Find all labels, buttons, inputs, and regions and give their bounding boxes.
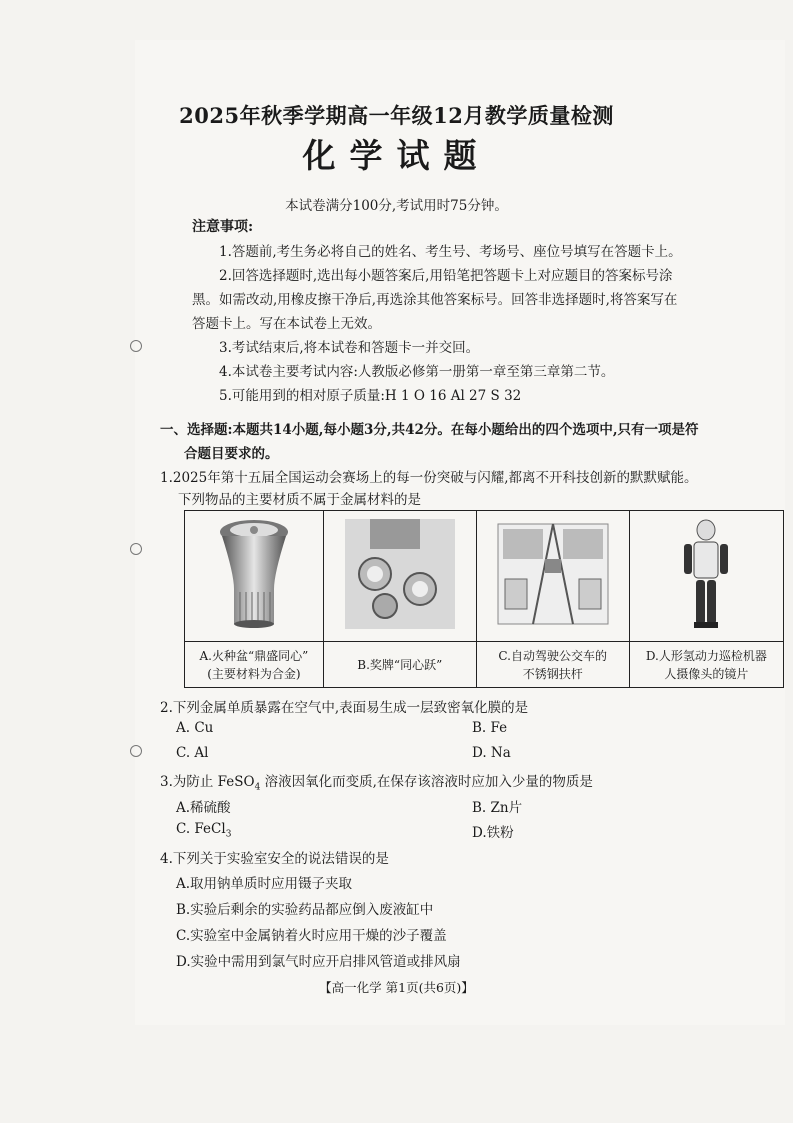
notice-item: 答题卡上。写在本试卷上无效。	[192, 316, 381, 332]
option-b-image	[323, 511, 476, 642]
option-d: D. Na	[472, 745, 511, 761]
medal-icon	[340, 514, 460, 634]
option-b: B. Zn片	[472, 800, 523, 816]
option-c: C. FeCl$_3$	[176, 821, 232, 840]
option-c-caption: C.自动驾驶公交车的 不锈钢扶杆	[476, 642, 629, 688]
notice-heading: 注意事项:	[192, 219, 254, 235]
notice-item: 5.可能用到的相对原子质量:H 1 O 16 Al 27 S 32	[219, 388, 522, 404]
question-stem: 1.2025年第十五届全国运动会赛场上的每一份突破与闪耀,都离不开科技创新的默默赋能。	[160, 470, 698, 486]
page-footer: 【高一化学 第1页(共6页)】	[319, 980, 474, 995]
section-heading: 合题目要求的。	[184, 446, 279, 462]
binding-hole-mark	[130, 745, 142, 757]
option-d: D.实验中需用到氯气时应开启排风管道或排风扇	[176, 954, 461, 970]
option-image-table	[184, 510, 784, 688]
binding-hole-mark	[130, 340, 142, 352]
option-d-image	[629, 511, 783, 642]
section-heading: 一、选择题:本题共14小题,每小题3分,共42分。在每小题给出的四个选项中,只有一项是符	[160, 422, 699, 438]
notice-item: 3.考试结束后,将本试卷和答题卡一并交回。	[219, 340, 480, 356]
option-a: A.稀硫酸	[176, 800, 231, 816]
notice-item: 1.答题前,考生务必将自己的姓名、考生号、考场号、座位号填写在答题卡上。	[219, 244, 682, 260]
subject-title: 化学试题	[302, 136, 491, 175]
bus-interior-icon	[493, 519, 613, 629]
option-a: A. Cu	[176, 720, 214, 736]
question-stem: 3.为防止 FeSO$_4$ 溶液因氧化而变质,在保存该溶液时应加入少量的物质是	[160, 774, 593, 793]
notice-item: 黑。如需改动,用橡皮擦干净后,再选涂其他答案标号。回答非选择题时,将答案写在	[192, 292, 678, 308]
option-d: D.铁粉	[472, 825, 514, 841]
robot-icon	[666, 514, 746, 634]
notice-item: 4.本试卷主要考试内容:人教版必修第一册第一章至第三章第二节。	[219, 364, 615, 380]
option-c-image	[476, 511, 629, 642]
torch-basin-icon	[204, 514, 304, 634]
question-stem: 2.下列金属单质暴露在空气中,表面易生成一层致密氧化膜的是	[160, 700, 529, 716]
question-stem: 下列物品的主要材质不属于金属材料的是	[178, 492, 421, 508]
option-a-caption: A.火种盆“鼎盛同心” (主要材料为合金)	[185, 642, 324, 688]
notice-item: 2.回答选择题时,选出每小题答案后,用铅笔把答题卡上对应题目的答案标号涂	[219, 268, 673, 284]
option-c: C. Al	[176, 745, 209, 761]
option-b: B. Fe	[472, 720, 508, 736]
exam-title: 2025年秋季学期高一年级12月教学质量检测	[179, 103, 614, 128]
question-stem: 4.下列关于实验室安全的说法错误的是	[160, 851, 389, 867]
option-c: C.实验室中金属钠着火时应用干燥的沙子覆盖	[176, 928, 447, 944]
option-b: B.实验后剩余的实验药品都应倒入废液缸中	[176, 902, 434, 918]
option-a-image	[185, 511, 324, 642]
option-d-caption: D.人形氢动力巡检机器 人摄像头的镜片	[629, 642, 783, 688]
binding-hole-mark	[130, 543, 142, 555]
option-b-caption: B.奖牌“同心跃”	[323, 642, 476, 688]
option-a: A.取用钠单质时应用镊子夹取	[176, 876, 353, 892]
exam-info: 本试卷满分100分,考试用时75分钟。	[285, 198, 508, 214]
